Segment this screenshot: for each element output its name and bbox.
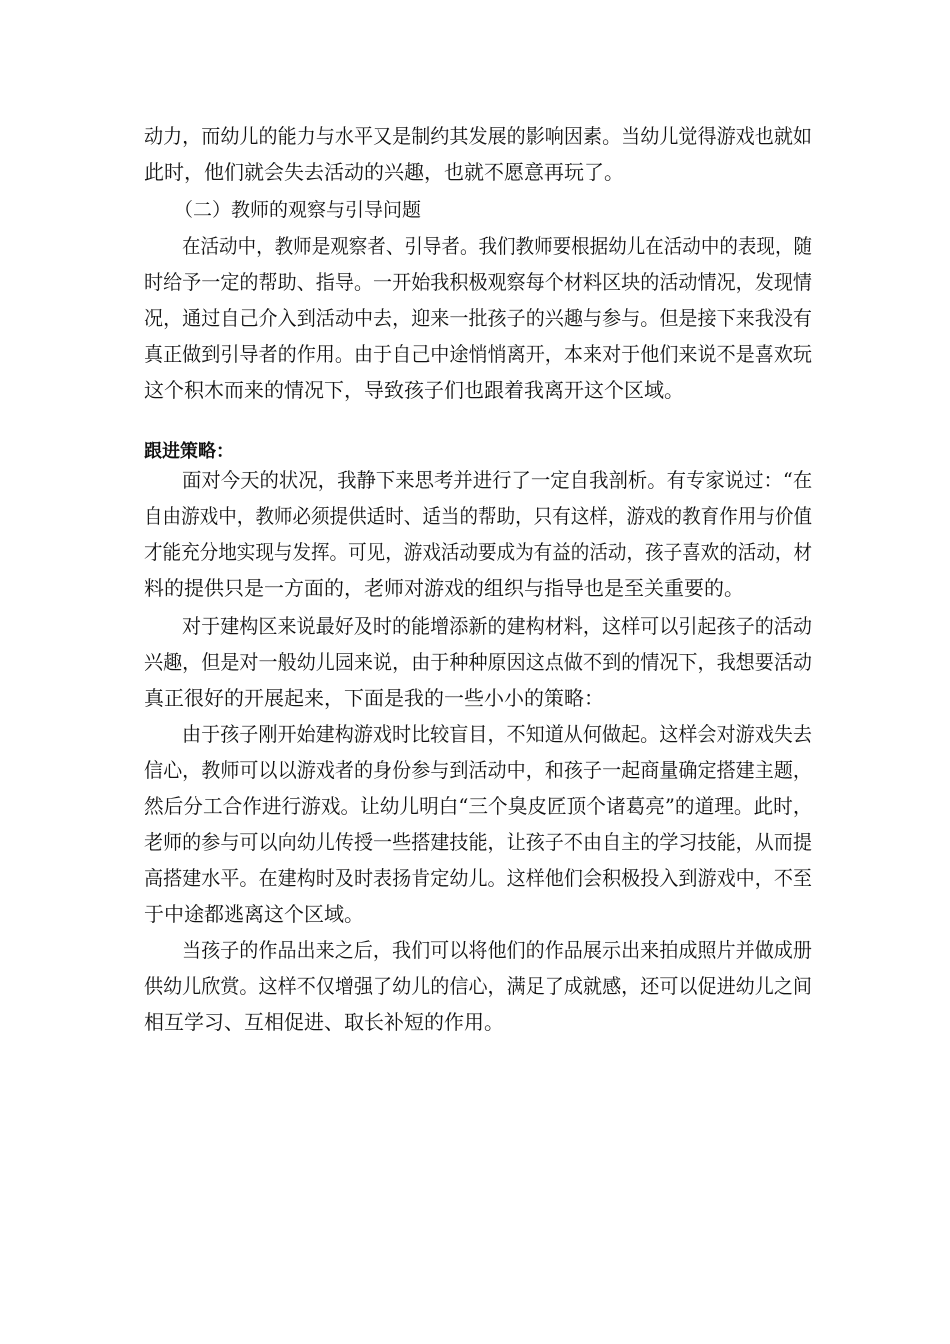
paragraph-line: 时给予一定的帮助、指导。一开始我积极观察每个材料区块的活动情况，发现情 — [144, 270, 813, 294]
paragraph-line: 老师的参与可以向幼儿传授一些搭建技能，让孩子不由自主的学习技能，从而提 — [144, 830, 813, 854]
paragraph-line: 相互学习、互相促进、取长补短的作用。 — [144, 1010, 504, 1034]
paragraph-line: 然后分工合作进行游戏。让幼儿明白“三个臭皮匠顶个诸葛亮”的道理。此时， — [144, 794, 813, 818]
strategy-heading: 跟进策略： — [144, 441, 234, 462]
paragraph-line: 信心，教师可以以游戏者的身份参与到活动中，和孩子一起商量确定搭建主题， — [144, 758, 813, 782]
paragraph-line: 料的提供只是一方面的，老师对游戏的组织与指导也是至关重要的。 — [144, 576, 744, 600]
paragraph-line: 在活动中，教师是观察者、引导者。我们教师要根据幼儿在活动中的表现，随 — [182, 234, 813, 258]
paragraph-line: 真正很好的开展起来，下面是我的一些小小的策略： — [144, 686, 604, 710]
section-title: （二）教师的观察与引导问题 — [174, 199, 422, 221]
paragraph-line: 真正做到引导者的作用。由于自己中途悄悄离开，本来对于他们来说不是喜欢玩 — [144, 342, 813, 366]
paragraph-line: 供幼儿欣赏。这样不仅增强了幼儿的信心，满足了成就感，还可以促进幼儿之间 — [144, 974, 813, 998]
paragraph-line: 兴趣，但是对一般幼儿园来说，由于种种原因这点做不到的情况下，我想要活动 — [144, 650, 813, 674]
paragraph-line: 当孩子的作品出来之后，我们可以将他们的作品展示出来拍成照片并做成册 — [182, 938, 812, 962]
paragraph-line: 高搭建水平。在建构时及时表扬肯定幼儿。这样他们会积极投入到游戏中，不至 — [144, 866, 813, 890]
paragraph-line: 动力，而幼儿的能力与水平又是制约其发展的影响因素。当幼儿觉得游戏也就如 — [144, 124, 813, 148]
paragraph-line: 此时，他们就会失去活动的兴趣，也就不愿意再玩了。 — [144, 160, 624, 184]
paragraph-line: 面对今天的状况，我静下来思考并进行了一定自我剖析。有专家说过：“在 — [182, 468, 813, 492]
paragraph-line: 这个积木而来的情况下，导致孩子们也跟着我离开这个区域。 — [144, 378, 684, 402]
paragraph-line: 由于孩子刚开始建构游戏时比较盲目，不知道从何做起。这样会对游戏失去 — [182, 722, 812, 746]
paragraph-line: 于中途都逃离这个区域。 — [144, 902, 364, 926]
paragraph-line: 才能充分地实现与发挥。可见，游戏活动要成为有益的活动，孩子喜欢的活动，材 — [144, 540, 813, 564]
paragraph-line: 自由游戏中，教师必须提供适时、适当的帮助，只有这样，游戏的教育作用与价值 — [144, 504, 813, 528]
paragraph-line: 况，通过自己介入到活动中去，迎来一批孩子的兴趣与参与。但是接下来我没有 — [144, 306, 813, 330]
paragraph-line: 对于建构区来说最好及时的能增添新的建构材料，这样可以引起孩子的活动 — [182, 614, 812, 638]
